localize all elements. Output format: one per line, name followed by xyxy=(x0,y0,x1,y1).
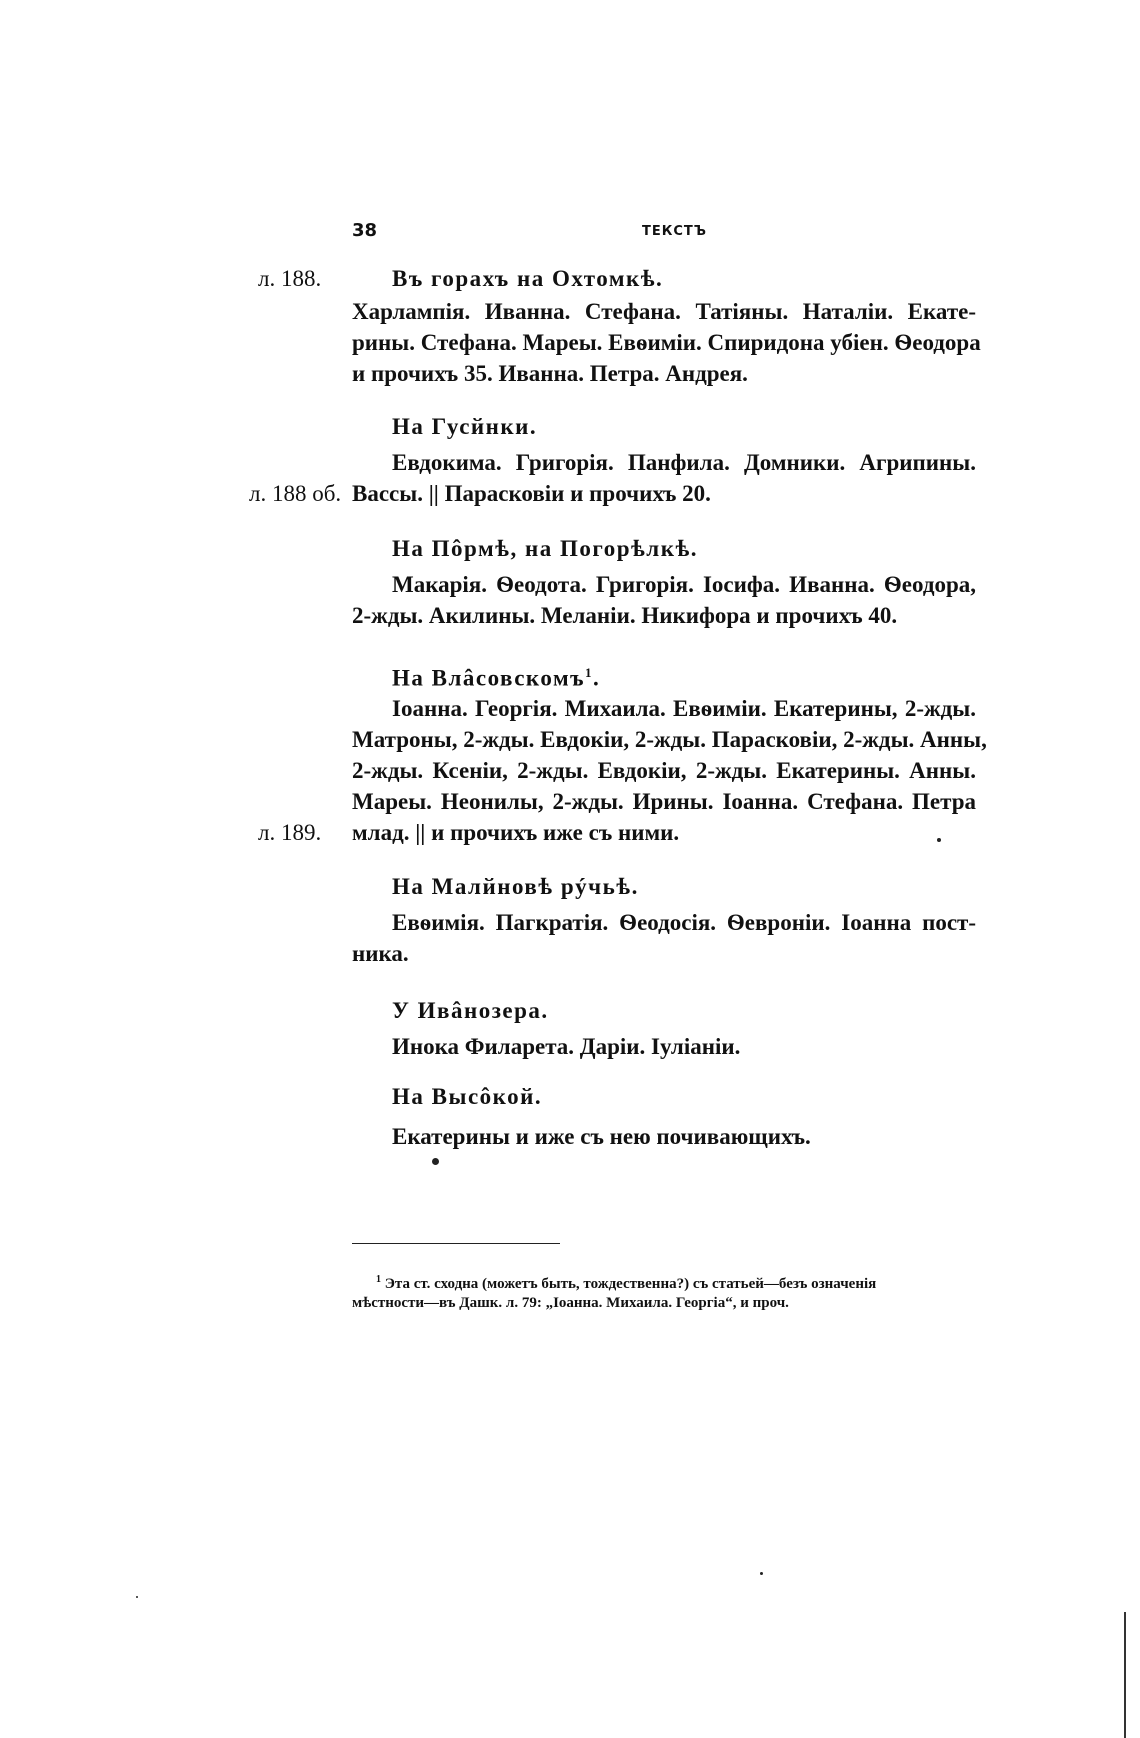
footnote-mark: 1 xyxy=(376,1274,381,1285)
section-heading: На Малйновѣ рýчьѣ. xyxy=(392,874,639,899)
heading-period: . xyxy=(593,665,601,691)
section-heading: На Гусйнки. xyxy=(392,414,538,439)
ink-speck xyxy=(937,838,941,842)
text-line: рины. Стефана. Мареы. Евѳиміи. Спиридона убіен. Ѳеодора xyxy=(352,330,981,355)
footnote-rule xyxy=(352,1243,560,1244)
margin-note: л. 189. xyxy=(258,820,322,845)
text-line: Вассы. || Парасковіи и прочихъ 20. xyxy=(352,481,711,506)
text-line: млад. || и прочихъ иже съ ними. xyxy=(352,820,680,845)
text-line: Матроны, 2-жды. Евдокіи, 2-жды. Парасковіи, 2-жды. Анны, xyxy=(352,727,987,752)
section-heading: На Пôрмѣ, на Погорѣлкѣ. xyxy=(392,536,699,561)
text-line: Мареы. Неонилы, 2-жды. Ирины. Іоанна. Стефана. Петра xyxy=(352,789,976,814)
ink-speck xyxy=(432,1158,439,1165)
text-line: Екатерины и иже съ нею почивающихъ. xyxy=(392,1124,811,1149)
text-line: Евѳимія. Пагкратія. Ѳеодосія. Ѳевроніи. Іоанна пост- xyxy=(392,910,976,935)
running-title: ТЕКСТЪ xyxy=(642,224,707,239)
margin-note: л. 188. xyxy=(258,266,322,291)
text-line: Іоанна. Георгія. Михаила. Евѳиміи. Екатерины, 2-жды. xyxy=(392,696,976,721)
scan-edge-mark xyxy=(1124,1612,1126,1738)
ink-speck xyxy=(136,1596,138,1598)
text-line: и прочихъ 35. Иванна. Петра. Андрея. xyxy=(352,361,748,386)
section-heading: Въ горахъ на Охтомкѣ. xyxy=(392,266,664,291)
page-header xyxy=(352,220,707,246)
section-heading xyxy=(392,658,600,694)
heading-text: На Влâсовскомъ xyxy=(392,665,586,691)
footnote-reference[interactable]: 1 xyxy=(585,665,594,680)
section-heading: У Ивâнозера. xyxy=(392,998,549,1023)
text-line: 2-жды. Акилины. Меланіи. Никифора и прочихъ 40. xyxy=(352,603,898,628)
text-line: 2-жды. Ксеніи, 2-жды. Евдокіи, 2-жды. Екатерины. Анны. xyxy=(352,758,976,783)
text-line: Евдокима. Григорія. Панфила. Домники. Агрипины. xyxy=(392,450,976,475)
text-line: Харлампія. Иванна. Стефана. Татіяны. Наталіи. Екате- xyxy=(352,299,976,324)
text-line: Инока Филарета. Даріи. Іуліаніи. xyxy=(392,1034,741,1059)
margin-note: л. 188 об. xyxy=(249,481,342,506)
text-line: Макарія. Ѳеодота. Григорія. Іосифа. Иванна. Ѳеодора, xyxy=(392,572,976,597)
footnote-line: мѣстности—въ Дашк. л. 79: „Іоанна. Михаила. Георгіа“, и проч. xyxy=(352,1295,789,1311)
footnote-line xyxy=(376,1270,876,1294)
section-heading: На Высôкой. xyxy=(392,1084,543,1109)
page-number: 38 xyxy=(352,220,378,241)
footnote-text: Эта ст. сходна (можетъ быть, тождественна?) съ статьей—безъ означенія xyxy=(384,1276,877,1292)
text-line: ника. xyxy=(352,941,409,966)
ink-speck xyxy=(760,1572,763,1575)
